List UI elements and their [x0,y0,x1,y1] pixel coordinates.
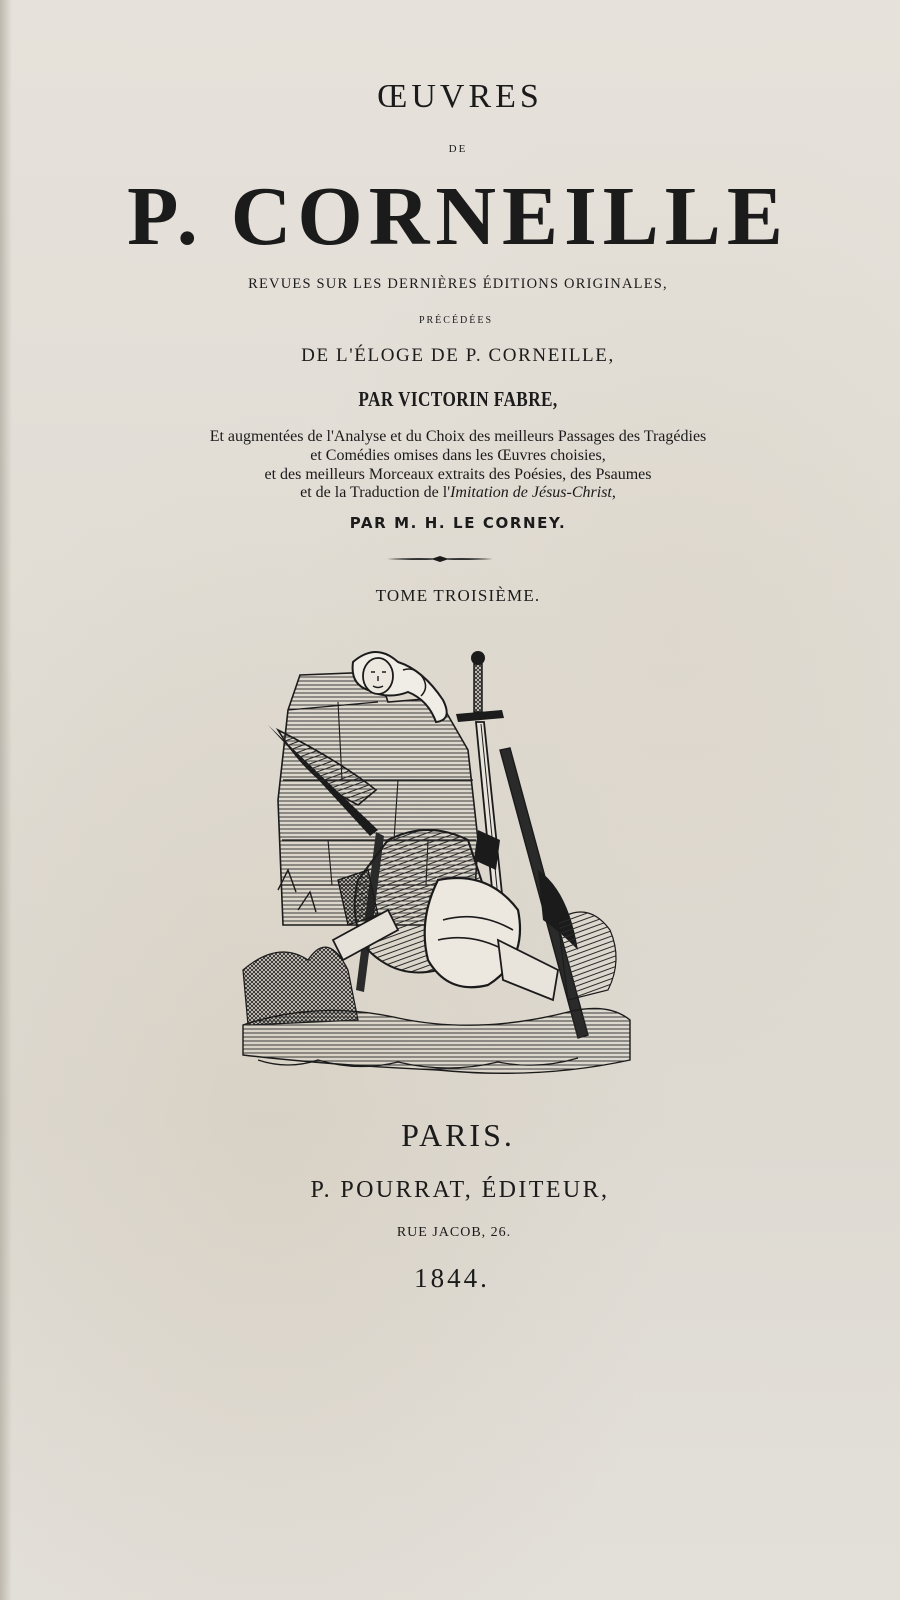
volume-label: TOME TROISIÈME. [375,586,541,605]
description-line-4 [8,484,900,502]
imprint-year: 1844. [414,1263,490,1293]
description-line-4-italic: Imitation de Jésus-Christ [450,484,612,501]
subtitle-par-fabre: PAR VICTORIN FABRE, [358,387,558,411]
imprint-address: RUE JACOB, 26. [396,1225,512,1240]
ornamental-rule [385,555,495,563]
subtitle-precedees: PRÉCÉDÉES [418,315,494,326]
title-de: DE [448,143,468,155]
description-line-1: Et augmentées de l'Analyse et du Choix des meilleurs Passages des Tragédies [209,428,707,445]
subtitle-par-corney: PAR M. H. LE CORNEY. [349,514,567,532]
title-author: P. CORNEILLE [127,170,789,263]
description-line-4-suffix: , [611,484,616,501]
engraving-vignette [238,640,633,1085]
imprint-city: PARIS. [401,1117,515,1153]
title-oeuvres: ŒUVRES [377,78,543,115]
imprint-publisher: P. POURRAT, ÉDITEUR, [310,1177,610,1203]
description-line-3: et des meilleurs Morceaux extraits des Poésies, des Psaumes [264,466,652,483]
description-line-4-prefix: et de la Traduction de l' [300,484,451,501]
description-line-2: et Comédies omises dans les Œuvres choisies, [310,447,606,464]
subtitle-revues: REVUES SUR LES DERNIÈRES ÉDITIONS ORIGINALES, [248,276,668,292]
subtitle-eloge: DE L'ÉLOGE DE P. CORNEILLE, [301,345,615,366]
